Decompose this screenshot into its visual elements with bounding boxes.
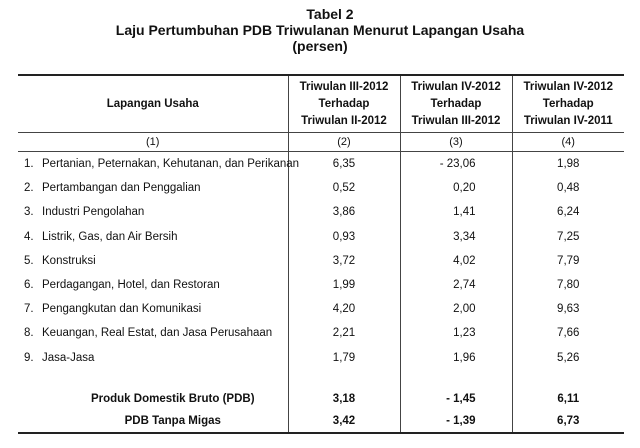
total-value-q4-vs-q3: - 1,45 [400, 388, 512, 410]
value-q3-vs-q2: 3,86 [288, 200, 400, 224]
header-q4-vs-q4 [512, 75, 624, 133]
header-line: Triwulan III-2012 [299, 80, 389, 93]
row-label-cell [18, 297, 288, 321]
total-value-q4-vs-q4: 6,73 [512, 410, 624, 433]
table-row [18, 176, 624, 200]
table-row [18, 225, 624, 249]
value-q4-vs-q3: 4,02 [400, 249, 512, 273]
row-number: 2. [24, 182, 34, 195]
header-line: Triwulan III-2012 [411, 114, 501, 127]
value-q4-vs-q4: 7,80 [512, 273, 624, 297]
value-q3-vs-q2: 1,99 [288, 273, 400, 297]
header-line: Terhadap [318, 97, 370, 110]
value-q3-vs-q2: 3,72 [288, 249, 400, 273]
table-row [18, 346, 624, 370]
value-q3-vs-q2: 0,52 [288, 176, 400, 200]
total-label: PDB Tanpa Migas [18, 410, 288, 433]
total-label: Produk Domestik Bruto (PDB) [90, 392, 255, 405]
spacer-cell [18, 370, 288, 388]
header-line: Triwulan IV-2011 [523, 114, 613, 127]
row-label-cell [18, 249, 288, 273]
table-row [18, 152, 624, 177]
table-title: Laju Pertumbuhan PDB Triwulanan Menurut Lapangan Usaha [115, 22, 525, 38]
row-number: 7. [24, 303, 34, 316]
table-row [18, 249, 624, 273]
header-line: Terhadap [430, 97, 482, 110]
row-label: Pengangkutan dan Komunikasi [42, 303, 202, 316]
value-q4-vs-q4: 7,66 [512, 321, 624, 345]
table-title-block [0, 6, 640, 54]
total-row-pdb-non-migas [18, 410, 624, 433]
value-q4-vs-q3: 1,41 [400, 200, 512, 224]
table-number: Tabel 2 [306, 6, 354, 22]
total-value-q3-vs-q2: 3,18 [288, 388, 400, 410]
row-label-cell [18, 273, 288, 297]
row-label-cell [18, 176, 288, 200]
row-label-cell [18, 225, 288, 249]
column-number: (3) [400, 133, 512, 152]
value-q4-vs-q3: 3,34 [400, 225, 512, 249]
value-q4-vs-q4: 9,63 [512, 297, 624, 321]
row-label: Keuangan, Real Estat, dan Jasa Perusahaan [42, 327, 273, 340]
header-row [18, 75, 624, 133]
column-number: (2) [288, 133, 400, 152]
value-q3-vs-q2: 2,21 [288, 321, 400, 345]
header-q3-vs-q2 [288, 75, 400, 133]
value-q4-vs-q3: - 23,06 [400, 152, 512, 177]
value-q4-vs-q3: 2,00 [400, 297, 512, 321]
row-number: 5. [24, 254, 34, 267]
row-number: 8. [24, 327, 34, 340]
spacer-cell [288, 370, 400, 388]
value-q4-vs-q3: 1,96 [400, 346, 512, 370]
row-label: Pertanian, Peternakan, Kehutanan, dan Perikanan [42, 158, 300, 171]
row-number: 3. [24, 206, 34, 219]
column-number: (1) [18, 133, 288, 152]
value-q4-vs-q3: 1,23 [400, 321, 512, 345]
gdp-growth-table [18, 74, 624, 434]
total-value-q3-vs-q2: 3,42 [288, 410, 400, 433]
row-label-cell [18, 152, 300, 177]
header-q4-vs-q3 [400, 75, 512, 133]
column-number-row [18, 133, 624, 152]
value-q3-vs-q2: 4,20 [288, 297, 400, 321]
header-line: Triwulan IV-2012 [411, 80, 501, 93]
row-number: 9. [24, 351, 34, 364]
column-number: (4) [512, 133, 624, 152]
value-q4-vs-q4: 7,25 [512, 225, 624, 249]
value-q3-vs-q2: 1,79 [288, 346, 400, 370]
header-line: Triwulan IV-2012 [523, 80, 613, 93]
spacer-row [18, 370, 624, 388]
table-unit: (persen) [292, 38, 348, 54]
value-q4-vs-q4: 1,98 [512, 152, 624, 177]
table-row [18, 200, 624, 224]
spacer-cell [512, 370, 624, 388]
value-q3-vs-q2: 6,35 [288, 152, 400, 177]
row-number: 4. [24, 230, 34, 243]
spacer-cell [400, 370, 512, 388]
row-label-cell [18, 321, 288, 345]
value-q4-vs-q4: 6,24 [512, 200, 624, 224]
row-label: Perdagangan, Hotel, dan Restoran [42, 279, 220, 292]
value-q4-vs-q3: 0,20 [400, 176, 512, 200]
row-label-cell [18, 200, 288, 224]
value-q4-vs-q3: 2,74 [400, 273, 512, 297]
value-q4-vs-q4: 5,26 [512, 346, 624, 370]
value-q3-vs-q2: 0,93 [288, 225, 400, 249]
header-line: Triwulan II-2012 [301, 114, 387, 127]
row-number: 1. [24, 158, 34, 171]
total-value-q4-vs-q3: - 1,39 [400, 410, 512, 433]
table-row [18, 321, 624, 345]
value-q4-vs-q4: 7,79 [512, 249, 624, 273]
value-q4-vs-q4: 0,48 [512, 176, 624, 200]
total-row-pdb [18, 388, 624, 410]
row-label: Konstruksi [42, 254, 96, 267]
header-line: Terhadap [542, 97, 594, 110]
table-row [18, 297, 624, 321]
row-label: Pertambangan dan Penggalian [42, 182, 201, 195]
row-label-cell [18, 346, 288, 370]
table-row [18, 273, 624, 297]
row-number: 6. [24, 279, 34, 292]
total-value-q4-vs-q4: 6,11 [512, 388, 624, 410]
row-label: Listrik, Gas, dan Air Bersih [42, 230, 178, 243]
row-label: Industri Pengolahan [42, 206, 145, 219]
header-lapangan-usaha: Lapangan Usaha [18, 75, 288, 133]
row-label: Jasa-Jasa [42, 351, 95, 364]
